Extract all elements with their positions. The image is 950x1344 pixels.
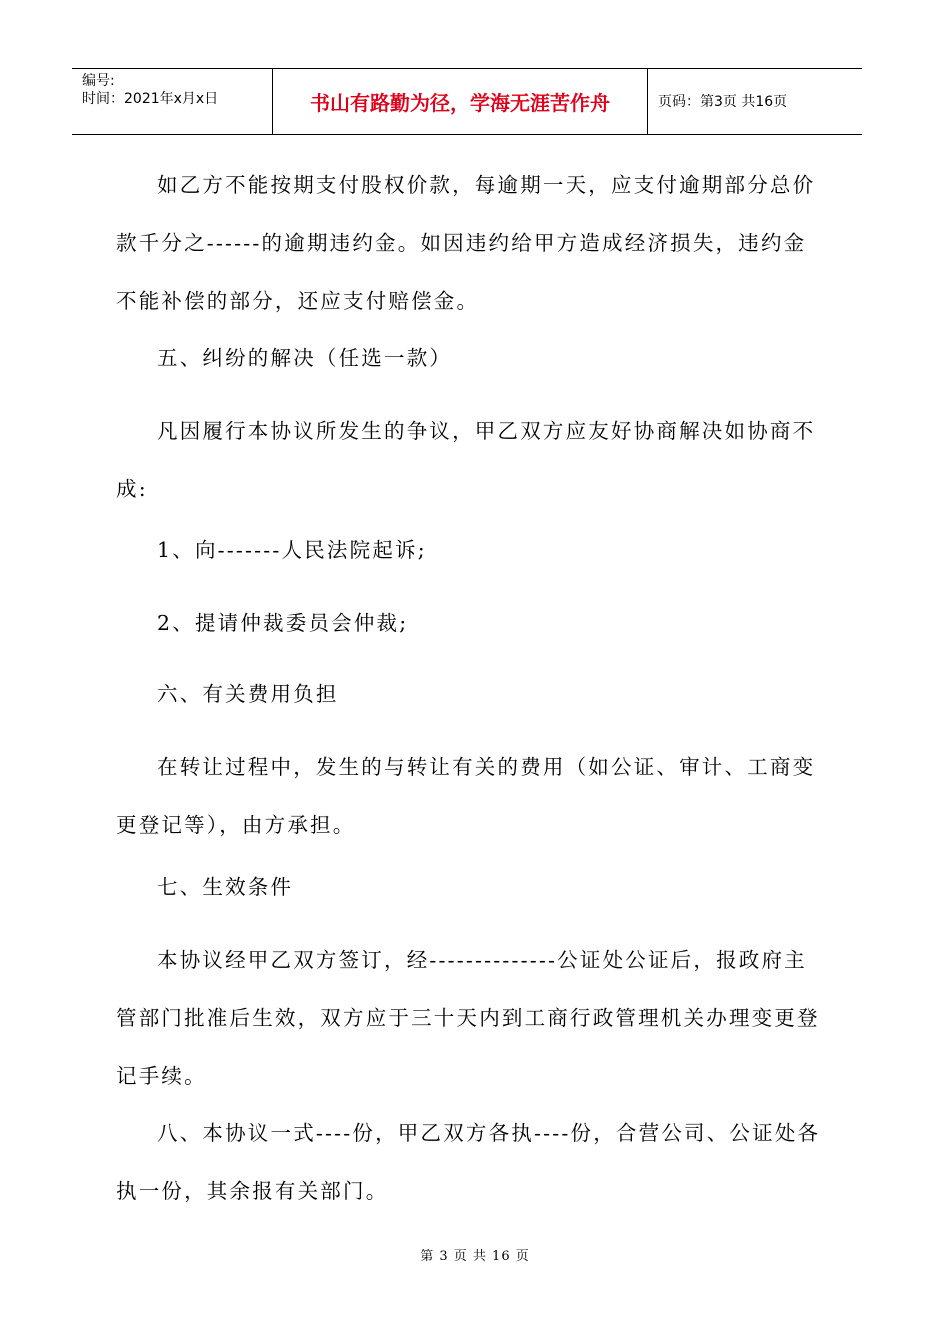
section-heading-effective: 七、生效条件 (157, 875, 294, 899)
paragraph-copies: 八、本协议一式----份，甲乙双方各执----份，合营公司、公证处各执一份，其余报有关部门。 (116, 1121, 821, 1203)
list-item-court: 1、向-------人民法院起诉; (157, 538, 427, 562)
page-footer: 第 3 页 共 16 页 (420, 1249, 530, 1264)
paragraph-effective: 本协议经甲乙双方签订，经--------------公证处公证后，报政府主管部门批准后生效，双方应于三十天内到工商行政管理机关办理变更登记手续。 (116, 948, 820, 1088)
header-page-number: 页码：第3页 共16页 (658, 94, 788, 110)
document-date: 时间：2021年x月x日 (82, 91, 219, 107)
section-heading-dispute: 五、纠纷的解决（任选一款） (157, 346, 453, 370)
header-meta-cell (72, 69, 273, 134)
paragraph-late-payment: 如乙方不能按期支付股权价款，每逾期一天，应支付逾期部分总价款千分之------的逾期违约金。如因违约给甲方造成经济损失，违约金不能补偿的部分，还应支付赔偿金。 (116, 173, 816, 313)
serial-number-label: 编号: (82, 73, 115, 89)
document-header (72, 68, 862, 135)
header-motto: 书山有路勤为径，学海无涯苦作舟 (310, 91, 610, 115)
section-heading-fees: 六、有关费用负担 (157, 682, 339, 706)
paragraph-dispute: 凡因履行本协议所发生的争议，甲乙双方应友好协商解决如协商不成: (116, 419, 816, 501)
list-item-arbitration: 2、提请仲裁委员会仲裁; (157, 611, 409, 635)
paragraph-fees: 在转让过程中，发生的与转让有关的费用（如公证、审计、工商变更登记等），由方承担。 (116, 755, 816, 837)
header-motto-cell (273, 69, 648, 134)
header-page-cell (648, 69, 862, 134)
